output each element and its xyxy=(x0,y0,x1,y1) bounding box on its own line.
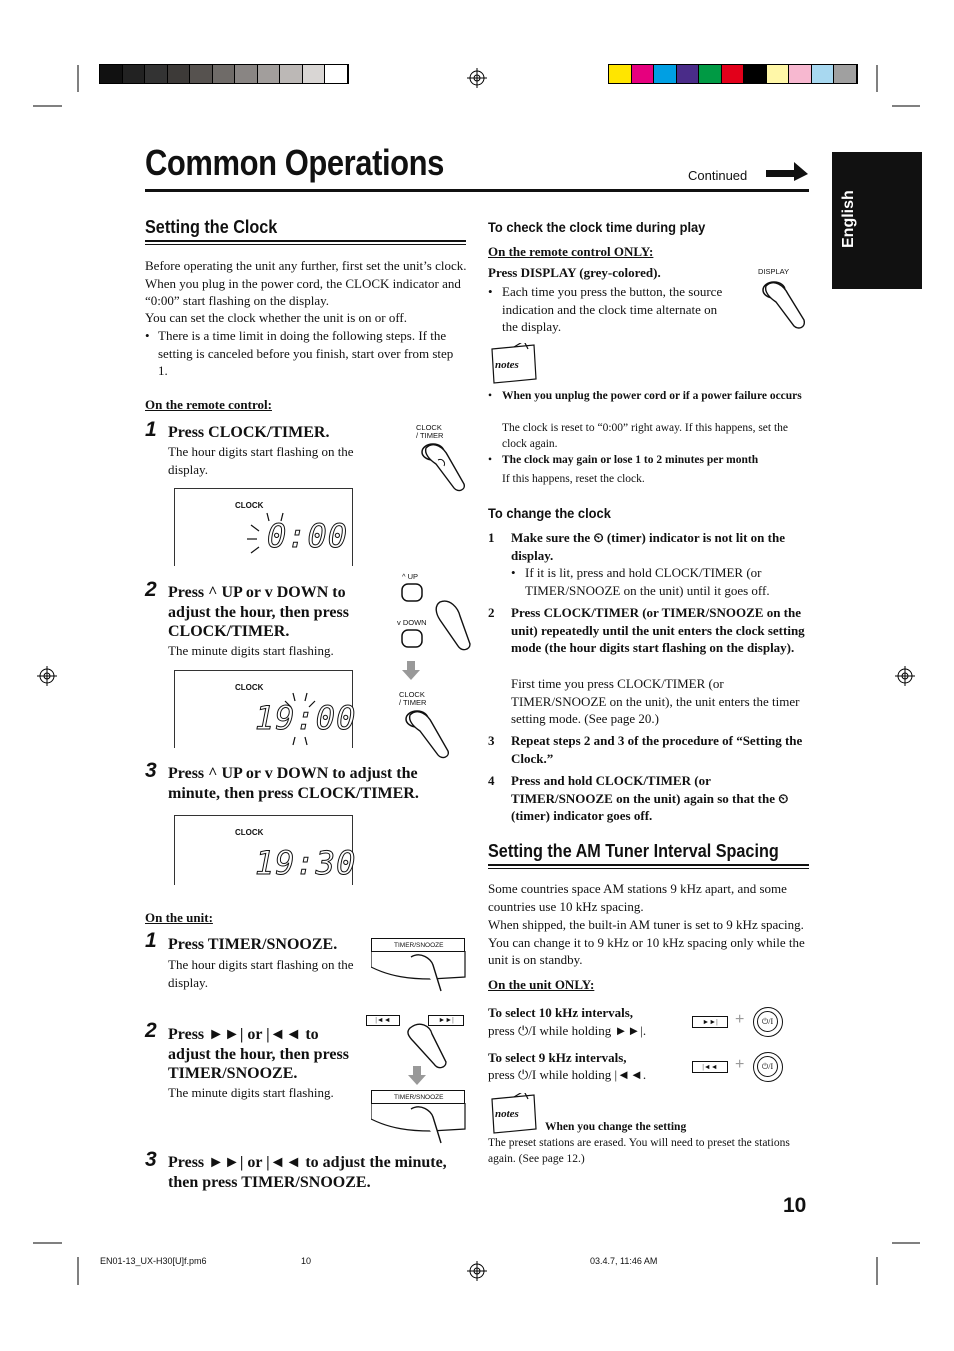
lcd-display-1 xyxy=(174,488,353,566)
heading-rule-thin xyxy=(145,244,466,245)
color-swatch xyxy=(812,65,835,83)
title-rule xyxy=(145,189,809,192)
lcd-time-value: 19:30 xyxy=(255,844,357,882)
clock-timer-button-label-2: CLOCK / TIMER xyxy=(399,690,427,707)
color-swatch xyxy=(100,65,123,83)
color-swatch xyxy=(632,65,655,83)
remote-step-1-desc: The hour digits start flashing on the display. xyxy=(168,444,354,477)
am-spacing-heading: Setting the AM Tuner Interval Spacing xyxy=(488,841,779,861)
intro-paragraph: Before operating the unit any further, first set the unit’s clock. When you plug in the power cord, the CLOCK indicator and “0:00” start flashing on the display. xyxy=(145,258,467,309)
footer-date: 03.4.7, 11:46 AM xyxy=(590,1256,658,1266)
timer-snooze-label: TIMER/SNOOZE xyxy=(394,942,444,949)
step-number: 2 xyxy=(145,578,157,601)
note-preset-title: When you change the setting xyxy=(545,1121,687,1133)
color-swatch xyxy=(235,65,258,83)
step-number: 1 xyxy=(145,418,157,441)
timer-snooze-button-2[interactable] xyxy=(371,1090,465,1104)
plus-sign: + xyxy=(735,1011,745,1028)
color-swatch xyxy=(699,65,722,83)
timer-snooze-button[interactable] xyxy=(371,938,465,952)
clock-timer-button-press-icon-2[interactable] xyxy=(400,705,456,761)
registration-mark-top xyxy=(467,68,487,88)
color-swatch xyxy=(677,65,700,83)
display-description: Each time you press the button, the source indication and the clock time alternate on the display. xyxy=(502,284,723,335)
remote-step-3: Press ^ UP or v DOWN to adjust the minute, then press CLOCK/TIMER. xyxy=(168,765,419,802)
select-10khz-title: To select 10 kHz intervals, xyxy=(488,1005,634,1020)
change-step-1-desc: If it is lit, press and hold CLOCK/TIMER (or TIMER/SNOOZE on the unit) until it goes off. xyxy=(525,565,770,598)
color-swatch xyxy=(123,65,146,83)
notes-label: notes xyxy=(495,359,519,371)
continued-arrow-icon xyxy=(766,161,810,183)
step-number: 3 xyxy=(145,1148,157,1171)
lcd-display-2 xyxy=(174,670,357,748)
change-step-2-desc: First time you press CLOCK/TIMER (or TIMER/SNOOZE on the unit), the unit enters the timer setting mode. (See page 20.) xyxy=(511,676,800,727)
down-button-label: v DOWN xyxy=(397,618,427,627)
up-down-buttons-icon[interactable] xyxy=(400,582,472,652)
change-clock-heading: To change the clock xyxy=(488,505,611,521)
step-number: 2 xyxy=(145,1019,157,1042)
unit-only-label: On the unit ONLY: xyxy=(488,977,595,992)
gray-scale-bar xyxy=(99,64,349,84)
remote-only-label: On the remote control ONLY: xyxy=(488,244,654,259)
power-label: ⏻/I xyxy=(757,1056,778,1077)
power-button[interactable] xyxy=(753,1007,783,1037)
time-limit-note: There is a time limit in doing the following steps. If the setting is canceled before you finish, start over from step 1. xyxy=(158,328,454,379)
bullet-dot: • xyxy=(511,565,516,580)
finger-press-icon xyxy=(400,1020,450,1070)
check-clock-heading: To check the clock time during play xyxy=(488,219,706,235)
power-label: ⏻/I xyxy=(757,1011,778,1032)
lcd-clock-indicator: CLOCK xyxy=(235,501,264,510)
down-arrow-icon xyxy=(402,661,420,681)
clock-timer-button-label: CLOCK / TIMER xyxy=(416,423,444,440)
select-9khz-title: To select 9 kHz intervals, xyxy=(488,1050,627,1065)
finger-press-icon xyxy=(371,1103,467,1147)
color-swatch xyxy=(767,65,790,83)
am-paragraph-2: When shipped, the built-in AM tuner is set to 9 kHz spacing. You can change it to 9 kHz or 10 kHz spacing only while the unit is on standby. xyxy=(488,917,805,968)
note-clock-drift-body: If this happens, reset the clock. xyxy=(502,473,645,485)
bullet-dot: • xyxy=(488,390,493,402)
next-button[interactable]: ►►| xyxy=(428,1015,464,1026)
page-title: Common Operations xyxy=(145,142,444,183)
notes-label: notes xyxy=(495,1108,519,1120)
clock-timer-button-press-icon[interactable] xyxy=(416,438,472,494)
language-tab xyxy=(832,152,922,289)
display-button-label: DISPLAY xyxy=(758,267,790,276)
unit-label: On the unit: xyxy=(145,910,213,925)
remote-control-label: On the remote control: xyxy=(145,397,272,412)
lcd-clock-indicator: CLOCK xyxy=(235,828,264,837)
color-swatch xyxy=(213,65,236,83)
unit-step-3: Press ►►| or |◄◄ to adjust the minute, then press TIMER/SNOOZE. xyxy=(168,1154,447,1191)
select-9khz-body: press ⏻/I while holding |◄◄. xyxy=(488,1067,647,1082)
lcd-time-value: 19:00 xyxy=(255,699,357,737)
prev-button[interactable]: |◄◄ xyxy=(692,1061,728,1073)
list-number: 2 xyxy=(488,605,495,620)
color-swatch xyxy=(789,65,812,83)
color-swatch xyxy=(280,65,303,83)
plus-sign: + xyxy=(735,1056,745,1073)
page-number: 10 xyxy=(783,1194,807,1217)
unit-step-2-desc: The minute digits start flashing. xyxy=(168,1085,334,1100)
change-step-2: Press CLOCK/TIMER (or TIMER/SNOOZE on the unit) repeatedly until the unit enters the clock setting mode (the hour digits start flashing on the display). xyxy=(511,605,805,656)
color-swatch xyxy=(834,65,857,83)
up-label-text: UP xyxy=(407,572,419,581)
bullet-dot: • xyxy=(488,454,493,466)
heading-rule-thin xyxy=(488,868,809,869)
down-arrow-icon xyxy=(408,1066,426,1086)
change-step-1: Make sure the ⏲ (timer) indicator is not lit on the display. xyxy=(511,530,785,563)
prev-button[interactable]: |◄◄ xyxy=(366,1015,400,1026)
heading-rule xyxy=(488,864,809,866)
list-number: 4 xyxy=(488,773,495,788)
color-swatch xyxy=(325,65,348,83)
color-swatch xyxy=(190,65,213,83)
unit-step-1-desc: The hour digits start flashing on the display. xyxy=(168,957,354,990)
heading-rule xyxy=(145,240,466,242)
up-button-label: ^ UP xyxy=(402,572,419,581)
press-display-instruction: Press DISPLAY (grey-colored). xyxy=(488,265,661,280)
footer-filename: EN01-13_UX-H30[U]f.pm6 xyxy=(100,1256,207,1266)
unit-step-1: Press TIMER/SNOOZE. xyxy=(168,936,338,953)
color-swatch xyxy=(258,65,281,83)
note-power-failure-title: When you unplug the power cord or if a power failure occurs xyxy=(502,390,802,402)
step-number: 3 xyxy=(145,759,157,782)
color-swatch xyxy=(145,65,168,83)
color-swatch xyxy=(744,65,767,83)
remote-step-2-desc: The minute digits start flashing. xyxy=(168,643,334,658)
lcd-time-value: 0:00 xyxy=(267,517,349,555)
footer-page: 10 xyxy=(301,1256,312,1266)
color-swatch xyxy=(722,65,745,83)
color-swatch xyxy=(609,65,632,83)
continued-label: Continued xyxy=(688,168,748,183)
step-number: 1 xyxy=(145,929,157,952)
change-step-3: Repeat steps 2 and 3 of the procedure of “Setting the Clock.” xyxy=(511,733,803,766)
lcd-clock-indicator: CLOCK xyxy=(235,683,264,692)
intro-paragraph-2: You can set the clock whether the unit is on or off. xyxy=(145,310,407,325)
am-paragraph-1: Some countries space AM stations 9 kHz apart, and some countries use 10 kHz spacing. xyxy=(488,881,787,914)
change-step-4: Press and hold CLOCK/TIMER (or TIMER/SNOOZE on the unit) again so that the ⏲ (timer) indicator goes off. xyxy=(511,773,789,824)
remote-step-2: Press ^ UP or v DOWN to adjust the hour, then press CLOCK/TIMER. xyxy=(168,584,349,640)
bullet-dot: • xyxy=(145,328,150,343)
note-preset-body: The preset stations are erased. You will need to preset the stations again. (See page 12.) xyxy=(488,1137,790,1165)
language-tab-label: English xyxy=(840,190,857,248)
next-button[interactable]: ►►| xyxy=(692,1016,728,1028)
list-number: 3 xyxy=(488,733,495,748)
bullet-dot: • xyxy=(488,284,493,299)
power-button[interactable] xyxy=(753,1052,783,1082)
color-swatch xyxy=(654,65,677,83)
color-swatch xyxy=(168,65,191,83)
list-number: 1 xyxy=(488,530,495,545)
select-10khz-body: press ⏻/I while holding ►►|. xyxy=(488,1023,647,1038)
note-power-failure-body: The clock is reset to “0:00” right away. If this happens, set the clock again. xyxy=(502,422,789,450)
unit-step-2: Press ►►| or |◄◄ to adjust the hour, then press TIMER/SNOOZE. xyxy=(168,1026,349,1082)
down-label-text: DOWN xyxy=(402,618,427,627)
timer-snooze-label: TIMER/SNOOZE xyxy=(394,1094,444,1101)
lcd-display-3 xyxy=(174,815,357,885)
note-clock-drift-title: The clock may gain or lose 1 to 2 minutes per month xyxy=(502,454,759,466)
remote-step-1: Press CLOCK/TIMER. xyxy=(168,424,330,441)
display-button-press-icon[interactable] xyxy=(758,278,812,332)
finger-press-icon xyxy=(371,951,467,995)
color-swatch xyxy=(303,65,326,83)
color-bar xyxy=(608,64,858,84)
setting-clock-heading: Setting the Clock xyxy=(145,217,278,237)
